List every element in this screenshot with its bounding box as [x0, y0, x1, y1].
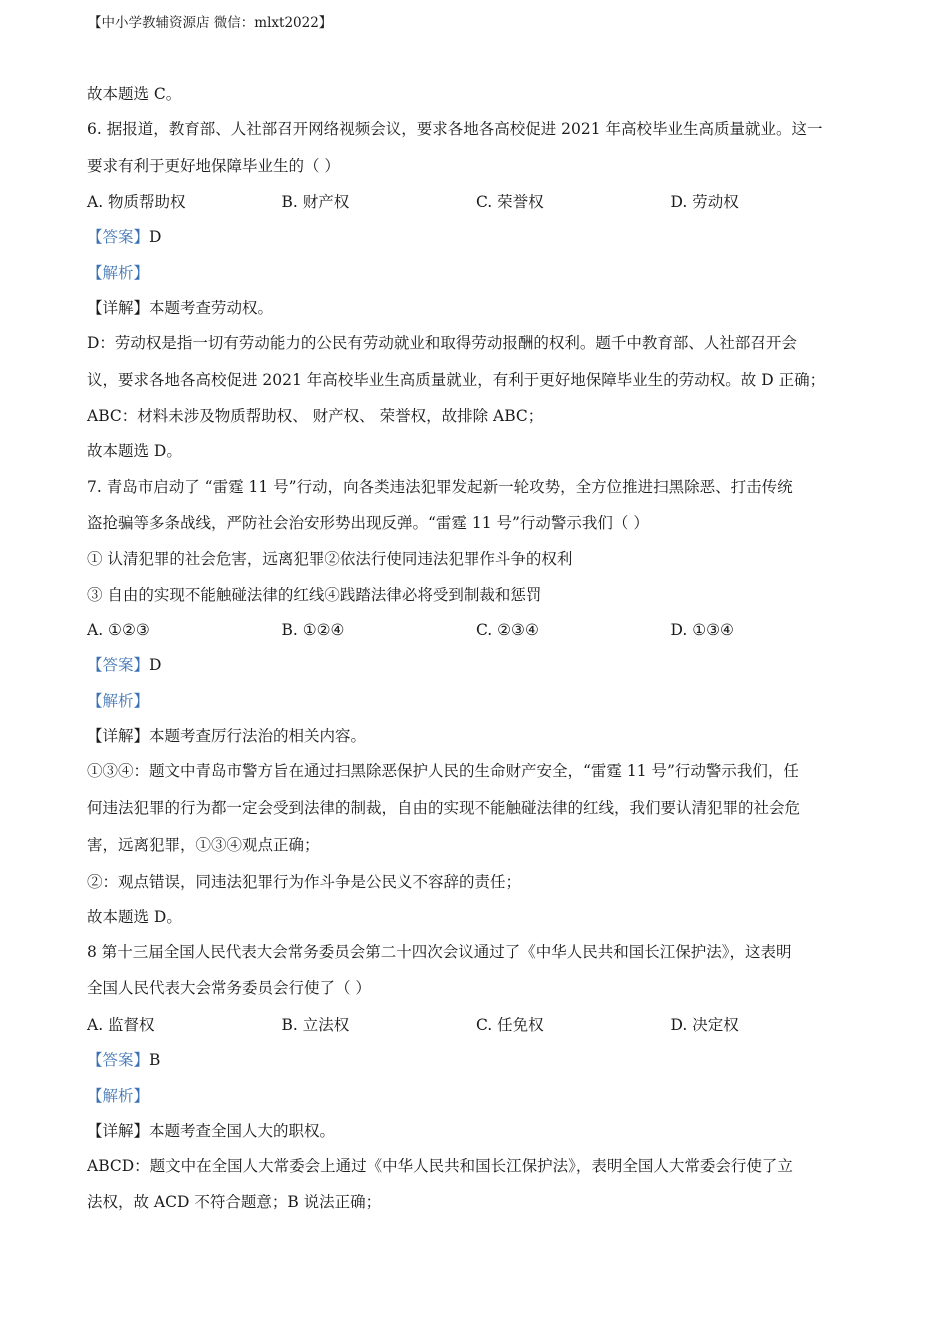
option-b: B. 立法权 — [281, 1015, 350, 1034]
conclusion-line: 故本题选 D。 — [87, 907, 182, 926]
options-row — [87, 1008, 877, 1043]
explanation-line: 议，要求各地各高校促进 2021 年高校毕业生高质量就业，有利于更好地保障毕业生的劳动权。故 D 正确； — [87, 370, 826, 389]
explanation-line: 法权，故 ACD 不符合题意；B 说法正确； — [87, 1193, 382, 1212]
detail-label: 【详解】 — [87, 726, 150, 745]
options-row — [87, 185, 877, 220]
question-stem-line: 6. 据报道，教育部、人社部召开网络视频会议，要求各地各高校促进 2021 年高校毕业生高质量就业。这一 — [87, 120, 823, 139]
question-stem-line: 7. 青岛市启动了 “雷霆 11 号”行动，向各类违法犯罪发起新一轮攻势，全方位推进扫黑除恶、打击传统 — [87, 477, 793, 496]
analysis-line — [87, 256, 877, 291]
previous-conclusion: 故本题选 C。 — [87, 85, 182, 103]
detail-intro: 本题考查全国人大的职权。 — [149, 1121, 336, 1140]
detail-label: 【详解】 — [87, 1121, 150, 1140]
options-row — [87, 613, 877, 648]
question-stem-line: 盗抢骗等多条战线，严防社会治安形势出现反弹。“雷霆 11 号”行动警示我们（ ） — [87, 513, 649, 532]
statement-line: ③ 自由的实现不能触碰法律的红线④践踏法律必将受到制裁和惩罚 — [87, 585, 542, 604]
question-7 — [87, 470, 877, 935]
explanation-line: D：劳动权是指一切有劳动能力的公民有劳动就业和取得劳动报酬的权利。题千中教育部、人社部召开会 — [87, 334, 797, 353]
conclusion-line: 故本题选 D。 — [87, 442, 182, 461]
document-content — [87, 77, 877, 1222]
answer-line — [87, 648, 877, 683]
answer-label: 【答案】 — [87, 1051, 150, 1070]
answer-line — [87, 1043, 877, 1078]
explanation-line: 何违法犯罪的行为都一定会受到法律的制裁，自由的实现不能触碰法律的红线，我们要认清犯罪的社会危 — [87, 798, 801, 817]
analysis-label: 【解析】 — [87, 263, 150, 282]
analysis-label: 【解析】 — [87, 691, 150, 710]
detail-label: 【详解】 — [87, 298, 150, 317]
answer-label: 【答案】 — [87, 228, 150, 247]
explanation-line: ABCD：题文中在全国人大常委会上通过《中华人民共和国长江保护法》，表明全国人大常委会行使了立 — [87, 1157, 793, 1176]
option-c: C. 荣誉权 — [476, 193, 544, 212]
detail-line — [87, 719, 877, 754]
question-stem-line: 要求有利于更好地保障毕业生的（ ） — [87, 156, 340, 175]
explanation-line: ②：观点错误，同违法犯罪行为作斗争是公民义不容辞的责任； — [87, 872, 522, 891]
statement-line: ① 认清犯罪的社会危害，远离犯罪②依法行使同违法犯罪作斗争的权利 — [87, 550, 573, 569]
answer-line — [87, 220, 877, 255]
question-stem-line: 8 第十三届全国人民代表大会常务委员会第二十四次会议通过了《中华人民共和国长江保护法》，这表明 — [87, 943, 792, 962]
option-a: A. 物质帮助权 — [87, 193, 186, 212]
answer-value: D — [149, 656, 162, 675]
explanation-line: ①③④：题文中青岛市警方旨在通过扫黑除恶保护人民的生命财产安全，“雷霆 11 号”行动警示我们，任 — [87, 762, 799, 781]
analysis-line — [87, 684, 877, 719]
detail-intro: 本题考查劳动权。 — [149, 298, 274, 317]
option-a: A. ①②③ — [87, 621, 150, 640]
analysis-line — [87, 1079, 877, 1114]
question-stem-line: 全国人民代表大会常务委员会行使了（ ） — [87, 979, 371, 998]
option-b: B. 财产权 — [281, 193, 350, 212]
explanation-line: ABC：材料未涉及物质帮助权、 财产权、 荣誉权，故排除 ABC； — [87, 407, 544, 426]
detail-line — [87, 291, 877, 326]
detail-line — [87, 1114, 877, 1149]
answer-value: B — [149, 1051, 161, 1070]
option-d: D. 决定权 — [670, 1015, 739, 1034]
page-header: 【中小学教辅资源店 微信：mlxt2022】 — [88, 15, 333, 31]
option-b: B. ①②④ — [281, 621, 345, 640]
option-d: D. ①③④ — [670, 621, 734, 640]
detail-intro: 本题考查厉行法治的相关内容。 — [149, 726, 367, 745]
explanation-line: 害，远离犯罪，①③④观点正确； — [87, 836, 320, 855]
question-8 — [87, 935, 877, 1222]
question-6 — [87, 112, 877, 469]
answer-value: D — [149, 228, 162, 247]
answer-label: 【答案】 — [87, 656, 150, 675]
option-c: C. ②③④ — [476, 621, 539, 640]
option-c: C. 任免权 — [476, 1015, 544, 1034]
analysis-label: 【解析】 — [87, 1086, 150, 1105]
option-d: D. 劳动权 — [670, 193, 739, 212]
option-a: A. 监督权 — [87, 1015, 155, 1034]
